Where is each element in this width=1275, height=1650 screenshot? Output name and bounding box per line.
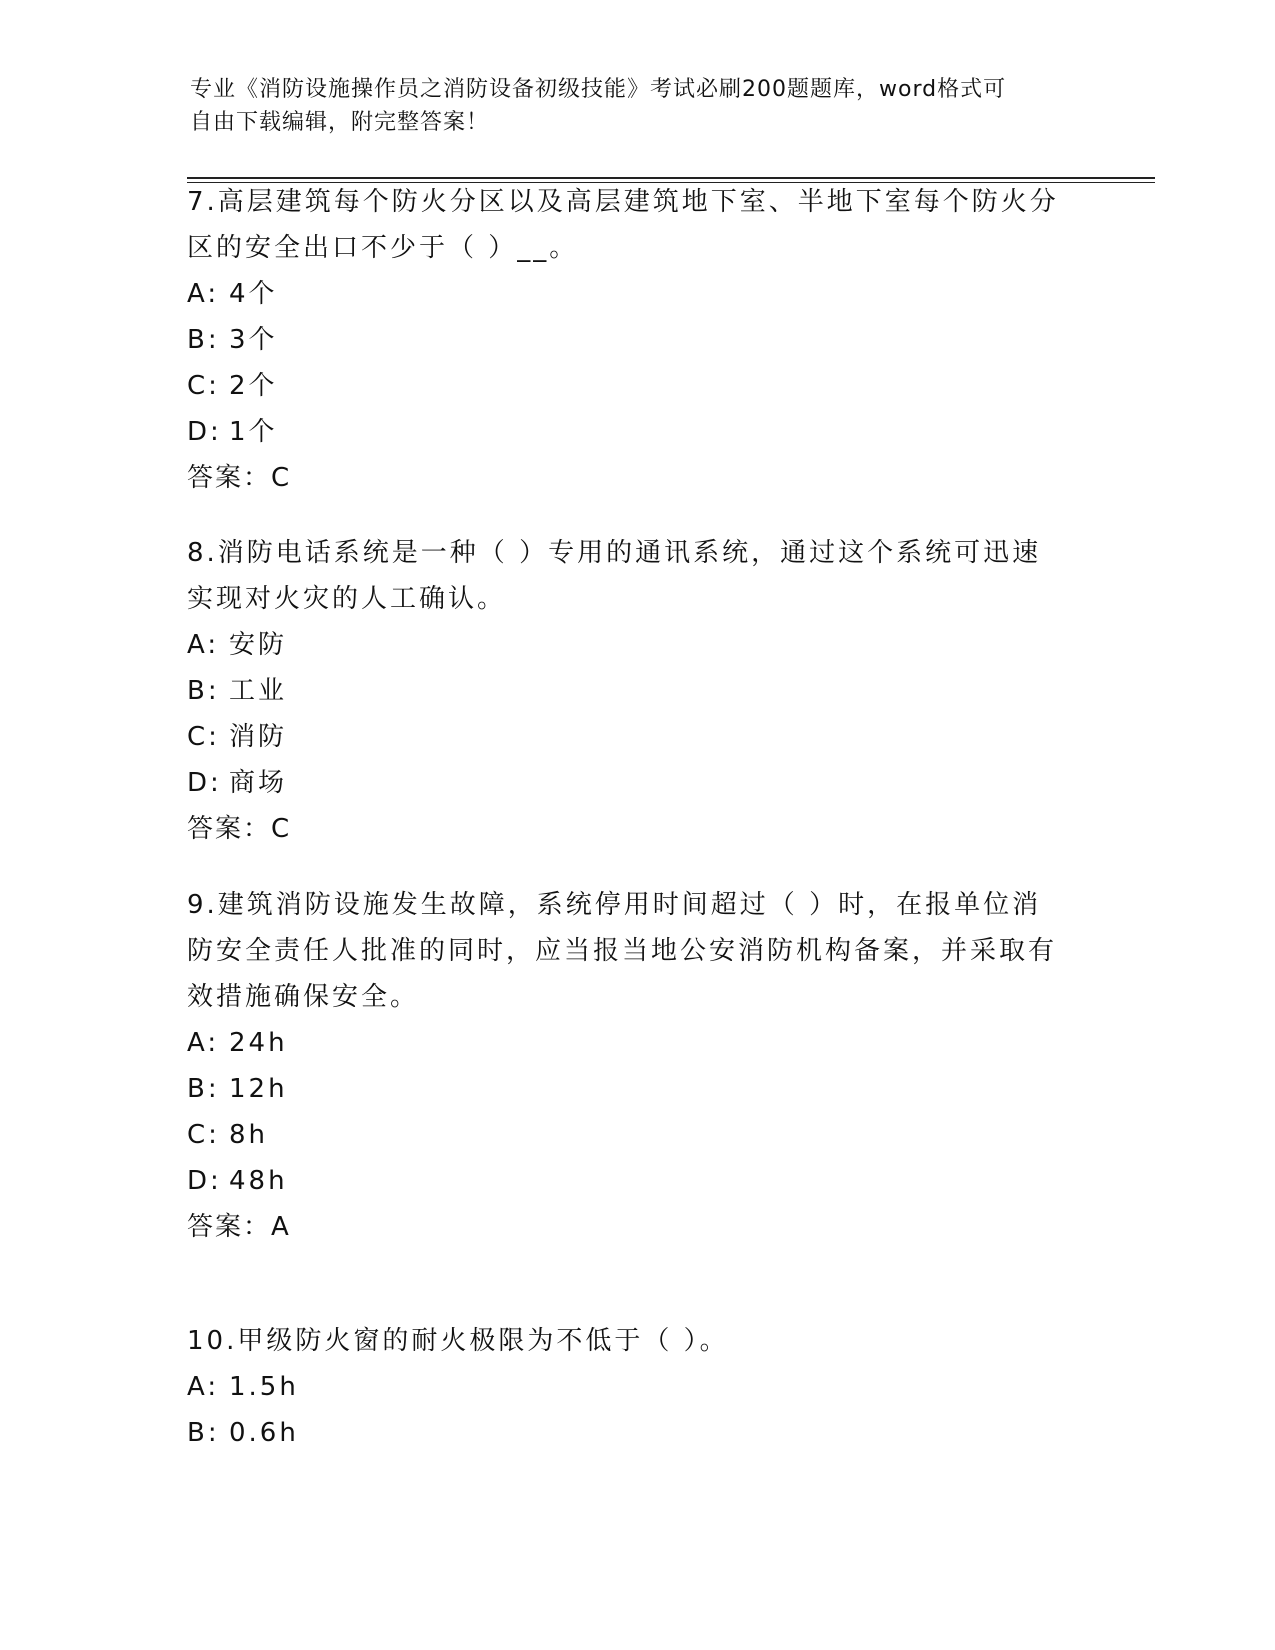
option-a: A: 4个: [187, 279, 278, 309]
option-d: D: 48h: [187, 1166, 288, 1196]
question-stem: 9.建筑消防设施发生故障，系统停用时间超过（ ）时，在报单位消防安全责任人批准的同时，应当报当地公安消防机构备案，并采取有效措施确保安全。: [187, 890, 1058, 1012]
question-stem: 10.甲级防火窗的耐火极限为不低于（ ）。: [187, 1326, 729, 1356]
option-c: C: 2个: [187, 371, 278, 401]
option-b: B: 12h: [187, 1074, 288, 1104]
option-a: A: 24h: [187, 1028, 288, 1058]
document-header: [190, 73, 1070, 139]
option-b: B: 3个: [187, 325, 278, 355]
header-line-1: 专业《消防设施操作员之消防设备初级技能》考试必刷200题题库，word格式可: [190, 77, 1007, 102]
option-a: A: 安防: [187, 630, 288, 660]
option-c: C: 8h: [187, 1120, 269, 1150]
answer: 答案：C: [187, 814, 292, 844]
option-b: B: 0.6h: [187, 1418, 299, 1448]
question-stem: 7.高层建筑每个防火分区以及高层建筑地下室、半地下室每个防火分区的安全出口不少于（ ）__。: [187, 187, 1059, 263]
answer: 答案：A: [187, 1212, 291, 1242]
question-stem: 8.消防电话系统是一种（ ）专用的通讯系统，通过这个系统可迅速实现对火灾的人工确认。: [187, 538, 1042, 614]
option-d: D: 商场: [187, 768, 288, 798]
option-a: A: 1.5h: [187, 1372, 299, 1402]
option-b: B: 工业: [187, 676, 288, 706]
question-10: [187, 1318, 1067, 1456]
header-line-2: 自由下载编辑，附完整答案！: [190, 110, 490, 135]
answer: 答案：C: [187, 463, 292, 493]
question-8: [187, 530, 1067, 852]
option-d: D: 1个: [187, 417, 278, 447]
option-c: C: 消防: [187, 722, 288, 752]
question-7: [187, 179, 1067, 501]
question-9: [187, 882, 1067, 1250]
